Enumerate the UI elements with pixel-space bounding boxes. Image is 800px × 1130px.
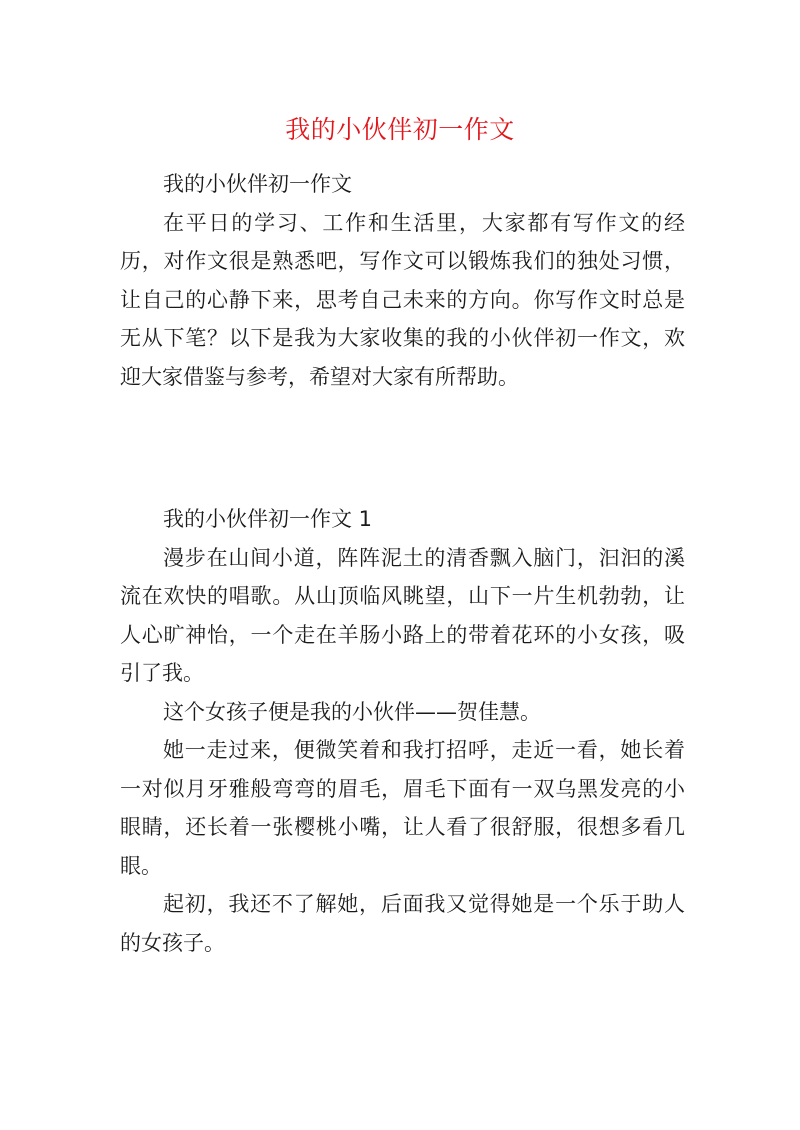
intro-heading: 我的小伙伴初一作文 [163, 172, 352, 196]
essay-1-heading: 我的小伙伴初一作文 1 [163, 507, 373, 531]
intro-paragraph: 在平日的学习、工作和生活里，大家都有写作文的经历，对作文很是熟悉吧，写作文可以锻炼我们的独处习惯，让自己的心静下来，思考自己未来的方向。你写作文时总是无从下笔？以下是我为大家收集的我的小伙伴初一作文，欢迎大家借鉴与参考，希望对大家有所帮助。 [120, 210, 685, 389]
essay-1-paragraph-1: 漫步在山间小道，阵阵泥土的清香飘入脑门，汩汩的溪流在欢快的唱歌。从山顶临风眺望，山下一片生机勃勃，让人心旷神怡，一个走在羊肠小路上的带着花环的小女孩，吸引了我。 [120, 545, 685, 685]
intro-section [120, 165, 685, 396]
essay-1-paragraph-2: 这个女孩子便是我的小伙伴——贺佳慧。 [163, 699, 541, 724]
essay-1-paragraph-3: 她一走过来，便微笑着和我打招呼，走近一看，她长着一对似月牙雅般弯弯的眉毛，眉毛下面有一双乌黑发亮的小眼睛，还长着一张樱桃小嘴，让人看了很舒服，很想多看几眼。 [120, 738, 685, 878]
document-title: 我的小伙伴初一作文 [285, 115, 515, 144]
essay-1-paragraph-4: 起初，我还不了解她，后面我又觉得她是一个乐于助人的女孩子。 [120, 892, 685, 955]
essay-1-section [120, 500, 685, 962]
